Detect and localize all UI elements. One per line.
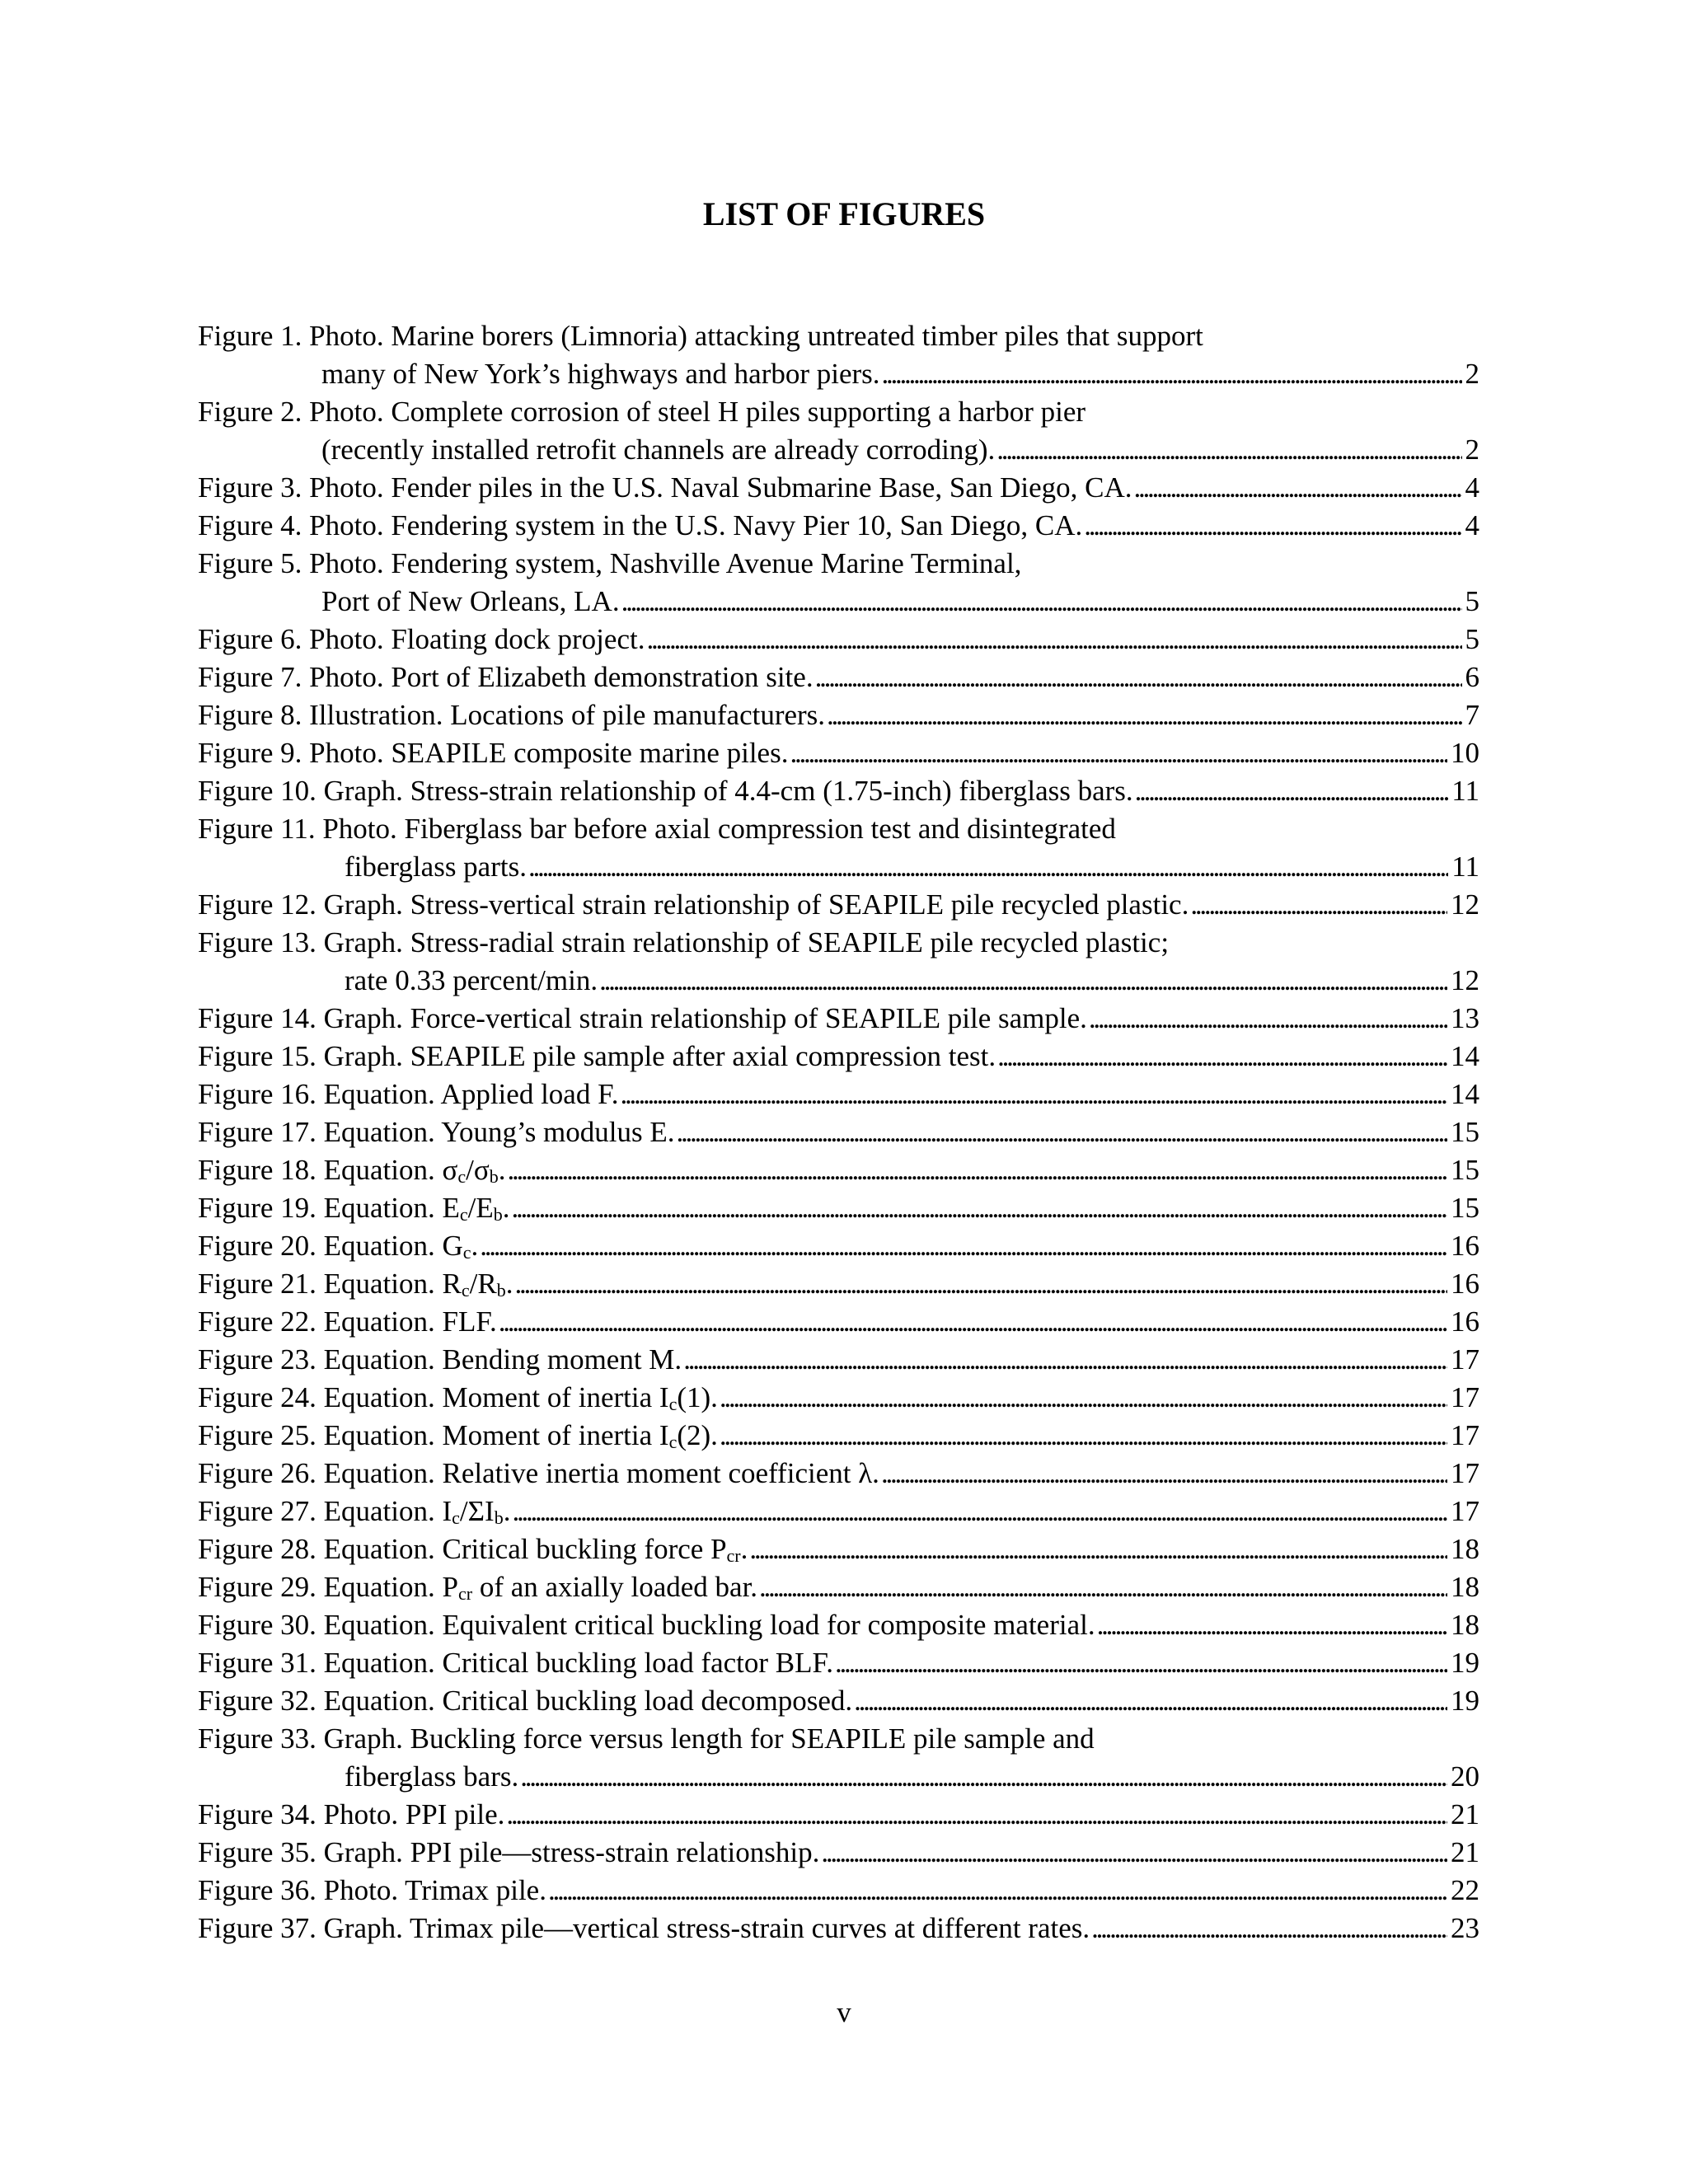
figure-caption: Figure 12. Graph. Stress-vertical strain relationship of SEAPILE pile recycled plastic. bbox=[198, 888, 1189, 921]
entry-text bbox=[198, 1151, 505, 1189]
figure-caption: Figure 9. Photo. SEAPILE composite marine piles. bbox=[198, 737, 789, 769]
entry-text bbox=[198, 1644, 833, 1682]
page-ref: 16 bbox=[1451, 1230, 1479, 1262]
entry-line bbox=[198, 1606, 1479, 1644]
figure-caption: Figure 8. Illustration. Locations of pile manufacturers. bbox=[198, 699, 826, 731]
figure-caption: Figure 1. Photo. Marine borers (Limnoria) attacking untreated timber piles that support bbox=[198, 320, 1203, 352]
entry-line bbox=[198, 1530, 1479, 1568]
figure-caption-part: of an axially loaded bar. bbox=[472, 1571, 758, 1603]
figure-entry bbox=[198, 1493, 1479, 1530]
entry-text bbox=[198, 1910, 1090, 1947]
figure-caption: Figure 11. Photo. Fiberglass bar before axial compression test and disintegrated bbox=[198, 813, 1116, 845]
entry-text bbox=[198, 545, 1021, 583]
page-ref: 20 bbox=[1451, 1760, 1479, 1793]
entry-line bbox=[198, 1644, 1479, 1682]
entry-line bbox=[198, 1682, 1479, 1720]
page-ref: 11 bbox=[1451, 851, 1479, 883]
figure-caption: Figure 22. Equation. FLF. bbox=[198, 1305, 497, 1338]
page-ref: 12 bbox=[1451, 888, 1479, 921]
entry-text bbox=[198, 1303, 497, 1341]
figure-caption: Figure 37. Graph. Trimax pile—vertical stress-strain curves at different rates. bbox=[198, 1912, 1090, 1944]
dot-leader bbox=[621, 583, 1462, 621]
dot-leader bbox=[720, 1379, 1447, 1417]
entry-line bbox=[198, 848, 1479, 886]
figure-caption: Figure 6. Photo. Floating dock project. bbox=[198, 623, 645, 655]
figure-caption: Figure 21. Equation. R bbox=[198, 1268, 462, 1300]
figure-caption: Figure 4. Photo. Fendering system in the U.S. Navy Pier 10, San Diego, CA. bbox=[198, 509, 1083, 541]
subscript: b bbox=[496, 1280, 506, 1301]
entry-line bbox=[198, 1417, 1479, 1455]
dot-leader bbox=[506, 1796, 1447, 1834]
entry-line bbox=[198, 1227, 1479, 1265]
dot-leader bbox=[821, 1834, 1447, 1872]
page-ref: 10 bbox=[1451, 737, 1479, 769]
figure-entry bbox=[198, 1038, 1479, 1076]
dot-leader bbox=[1190, 886, 1447, 924]
entry-text bbox=[198, 1872, 546, 1910]
figure-caption: Figure 35. Graph. PPI pile—stress-strain relationship. bbox=[198, 1836, 820, 1868]
dot-leader bbox=[881, 1455, 1447, 1493]
figure-entry bbox=[198, 1151, 1479, 1189]
dot-leader bbox=[677, 1113, 1447, 1151]
entry-line bbox=[198, 1493, 1479, 1530]
entry-text bbox=[198, 1265, 513, 1303]
figure-caption-continued: fiberglass parts. bbox=[345, 851, 527, 883]
dot-leader bbox=[548, 1872, 1447, 1910]
page-ref: 6 bbox=[1465, 661, 1479, 693]
figure-caption: Figure 33. Graph. Buckling force versus length for SEAPILE pile sample and bbox=[198, 1722, 1095, 1755]
dot-leader bbox=[996, 431, 1461, 469]
entry-line bbox=[198, 431, 1479, 469]
page-ref: 17 bbox=[1451, 1495, 1479, 1527]
figure-entry bbox=[198, 1682, 1479, 1720]
page-ref: 21 bbox=[1451, 1836, 1479, 1868]
entry-line bbox=[198, 545, 1479, 583]
entry-line bbox=[198, 1834, 1479, 1872]
entry-text bbox=[198, 772, 1133, 810]
figure-caption: Figure 16. Equation. Applied load F. bbox=[198, 1078, 619, 1110]
entry-line bbox=[198, 1265, 1479, 1303]
subscript: c bbox=[457, 1166, 467, 1187]
figure-caption: Figure 23. Equation. Bending moment M. bbox=[198, 1343, 682, 1376]
subscript: c bbox=[459, 1204, 468, 1225]
figure-caption-part: . bbox=[505, 1268, 513, 1300]
entry-text bbox=[198, 1000, 1087, 1038]
entry-text bbox=[198, 1682, 852, 1720]
entry-text bbox=[198, 1720, 1095, 1758]
subscript: c bbox=[668, 1394, 678, 1414]
figure-caption-continued: rate 0.33 percent/min. bbox=[345, 964, 598, 996]
entry-line bbox=[198, 886, 1479, 924]
entry-line bbox=[198, 507, 1479, 545]
figure-caption-part: . bbox=[740, 1533, 748, 1565]
entry-line bbox=[198, 1379, 1479, 1417]
figure-caption: Figure 10. Graph. Stress-strain relationship of 4.4-cm (1.75-inch) fiberglass bars. bbox=[198, 775, 1133, 807]
page-ref: 17 bbox=[1451, 1381, 1479, 1413]
page-ref: 17 bbox=[1451, 1457, 1479, 1489]
entry-text bbox=[198, 1113, 675, 1151]
figure-entry bbox=[198, 1341, 1479, 1379]
figure-entry bbox=[198, 1568, 1479, 1606]
figure-caption: Figure 32. Equation. Critical buckling load decomposed. bbox=[198, 1685, 853, 1717]
entry-text bbox=[198, 1341, 682, 1379]
page-ref: 18 bbox=[1451, 1533, 1479, 1565]
entry-text bbox=[198, 1796, 504, 1834]
entry-line bbox=[198, 1189, 1479, 1227]
figure-entry bbox=[198, 772, 1479, 810]
dot-leader bbox=[882, 355, 1462, 393]
page-ref: 15 bbox=[1451, 1192, 1479, 1224]
figure-caption: Figure 29. Equation. P bbox=[198, 1571, 458, 1603]
entry-line bbox=[198, 1758, 1479, 1796]
dot-leader bbox=[815, 658, 1462, 696]
entry-line bbox=[198, 924, 1479, 962]
figure-caption-continued: fiberglass bars. bbox=[345, 1760, 519, 1793]
dot-leader bbox=[1084, 507, 1461, 545]
figure-list bbox=[198, 317, 1479, 1947]
figure-entry bbox=[198, 1455, 1479, 1493]
dot-leader bbox=[1091, 1910, 1447, 1947]
figure-entry bbox=[198, 1606, 1479, 1644]
page-ref: 13 bbox=[1451, 1002, 1479, 1034]
page-ref: 4 bbox=[1465, 509, 1479, 541]
figure-caption-part: . bbox=[498, 1154, 506, 1186]
entry-text bbox=[198, 507, 1082, 545]
subscript: c bbox=[668, 1432, 678, 1452]
page-ref: 18 bbox=[1451, 1571, 1479, 1603]
page-ref: 4 bbox=[1465, 471, 1479, 504]
figure-entry bbox=[198, 545, 1479, 621]
dot-leader bbox=[1089, 1000, 1447, 1038]
subscript: b bbox=[489, 1166, 499, 1187]
figure-entry bbox=[198, 658, 1479, 696]
entry-line bbox=[198, 962, 1479, 1000]
dot-leader bbox=[512, 1189, 1448, 1227]
subscript: c bbox=[461, 1280, 470, 1301]
entry-text bbox=[198, 1568, 757, 1606]
dot-leader bbox=[621, 1076, 1448, 1113]
figure-entry bbox=[198, 1530, 1479, 1568]
figure-caption: Figure 36. Photo. Trimax pile. bbox=[198, 1874, 546, 1906]
entry-line bbox=[198, 355, 1479, 393]
entry-line bbox=[198, 1038, 1479, 1076]
page-ref: 14 bbox=[1451, 1040, 1479, 1072]
page-title: LIST OF FIGURES bbox=[702, 195, 986, 232]
entry-text bbox=[198, 886, 1189, 924]
entry-text bbox=[198, 621, 645, 658]
page-ref: 18 bbox=[1451, 1609, 1479, 1641]
dot-leader bbox=[835, 1644, 1447, 1682]
figure-entry bbox=[198, 1644, 1479, 1682]
figure-entry bbox=[198, 1872, 1479, 1910]
figure-caption: Figure 24. Equation. Moment of inertia I bbox=[198, 1381, 669, 1413]
entry-line bbox=[198, 810, 1479, 848]
figure-entry bbox=[198, 924, 1479, 1000]
entry-line bbox=[198, 1113, 1479, 1151]
dot-leader bbox=[528, 848, 1448, 886]
page-ref: 11 bbox=[1451, 775, 1479, 807]
dot-leader bbox=[749, 1530, 1447, 1568]
figure-caption-part: /ΣI bbox=[459, 1495, 495, 1527]
entry-text bbox=[198, 1417, 718, 1455]
figure-caption: Figure 5. Photo. Fendering system, Nashville Avenue Marine Terminal, bbox=[198, 547, 1022, 579]
entry-text bbox=[198, 1227, 478, 1265]
dot-leader bbox=[854, 1682, 1447, 1720]
figure-caption: Figure 17. Equation. Young’s modulus E. bbox=[198, 1116, 675, 1148]
dot-leader bbox=[683, 1341, 1447, 1379]
figure-entry bbox=[198, 810, 1479, 886]
figure-entry bbox=[198, 1910, 1479, 1947]
figure-entry bbox=[198, 1379, 1479, 1417]
dot-leader bbox=[514, 1265, 1447, 1303]
page-ref: 7 bbox=[1465, 699, 1479, 731]
entry-line bbox=[198, 658, 1479, 696]
dot-leader bbox=[1097, 1606, 1447, 1644]
figure-entry bbox=[198, 1076, 1479, 1113]
entry-line bbox=[198, 696, 1479, 734]
figure-caption-continued: (recently installed retrofit channels are already corroding). bbox=[321, 434, 996, 466]
page-ref: 21 bbox=[1451, 1798, 1479, 1830]
figure-caption: Figure 7. Photo. Port of Elizabeth demonstration site. bbox=[198, 661, 814, 693]
figure-entry bbox=[198, 621, 1479, 658]
entry-line bbox=[198, 1076, 1479, 1113]
figure-caption: Figure 30. Equation. Equivalent critical buckling load for composite material. bbox=[198, 1609, 1095, 1641]
dot-leader bbox=[499, 1303, 1447, 1341]
figure-caption-part: /E bbox=[467, 1192, 494, 1224]
entry-line bbox=[198, 1000, 1479, 1038]
figure-entry bbox=[198, 317, 1479, 393]
page-ref: 22 bbox=[1451, 1874, 1479, 1906]
figure-caption: Figure 34. Photo. PPI pile. bbox=[198, 1798, 505, 1830]
figure-caption-part: /R bbox=[469, 1268, 497, 1300]
dot-leader bbox=[827, 696, 1461, 734]
dot-leader bbox=[997, 1038, 1447, 1076]
figure-caption-part: /σ bbox=[466, 1154, 490, 1186]
page-ref: 14 bbox=[1451, 1078, 1479, 1110]
figure-entry bbox=[198, 1000, 1479, 1038]
figure-caption: Figure 31. Equation. Critical buckling load factor BLF. bbox=[198, 1647, 833, 1679]
entry-line bbox=[198, 1872, 1479, 1910]
subscript: cr bbox=[726, 1545, 741, 1566]
figure-entry bbox=[198, 1303, 1479, 1341]
dot-leader bbox=[720, 1417, 1447, 1455]
figure-entry bbox=[198, 696, 1479, 734]
entry-text bbox=[198, 810, 1116, 848]
dot-leader bbox=[759, 1568, 1447, 1606]
page-ref: 2 bbox=[1465, 358, 1479, 390]
entry-line bbox=[198, 1303, 1479, 1341]
figure-caption: Figure 19. Equation. E bbox=[198, 1192, 460, 1224]
figure-caption-part: . bbox=[503, 1495, 511, 1527]
entry-line bbox=[198, 1720, 1479, 1758]
dot-leader bbox=[790, 734, 1447, 772]
figure-entry bbox=[198, 886, 1479, 924]
figure-entry bbox=[198, 1720, 1479, 1796]
figure-caption: Figure 27. Equation. I bbox=[198, 1495, 452, 1527]
figure-caption-part: (1). bbox=[677, 1381, 718, 1413]
page-ref: 12 bbox=[1451, 964, 1479, 996]
page-ref: 16 bbox=[1451, 1305, 1479, 1338]
entry-line bbox=[198, 1568, 1479, 1606]
entry-line bbox=[198, 1910, 1479, 1947]
entry-line bbox=[198, 469, 1479, 507]
dot-leader bbox=[520, 1758, 1447, 1796]
figure-caption: Figure 28. Equation. Critical buckling force P bbox=[198, 1533, 727, 1565]
figure-caption-part: (2). bbox=[677, 1419, 718, 1451]
page-ref: 16 bbox=[1451, 1268, 1479, 1300]
subscript: cr bbox=[457, 1583, 473, 1604]
page-ref: 15 bbox=[1451, 1116, 1479, 1148]
figure-caption-part: . bbox=[471, 1230, 479, 1262]
page-ref: 19 bbox=[1451, 1685, 1479, 1717]
entry-text bbox=[198, 734, 788, 772]
figure-caption: Figure 18. Equation. σ bbox=[198, 1154, 458, 1186]
page-number: v bbox=[837, 1996, 851, 2028]
figure-entry bbox=[198, 1113, 1479, 1151]
entry-text bbox=[198, 317, 1203, 355]
entry-text bbox=[198, 469, 1132, 507]
entry-text bbox=[198, 1379, 718, 1417]
figure-entry bbox=[198, 1265, 1479, 1303]
entry-text bbox=[198, 924, 1169, 962]
entry-text bbox=[198, 1455, 879, 1493]
figure-caption: Figure 13. Graph. Stress-radial strain relationship of SEAPILE pile recycled plastic; bbox=[198, 926, 1170, 958]
entry-text bbox=[198, 1189, 510, 1227]
entry-text bbox=[198, 658, 814, 696]
entry-text bbox=[198, 1038, 996, 1076]
figure-caption-continued: Port of New Orleans, LA. bbox=[321, 585, 620, 617]
page-ref: 23 bbox=[1451, 1912, 1479, 1944]
page-ref: 15 bbox=[1451, 1154, 1479, 1186]
subscript: c bbox=[452, 1507, 460, 1528]
page-ref: 5 bbox=[1465, 585, 1479, 617]
figure-entry bbox=[198, 469, 1479, 507]
figure-caption-part: . bbox=[502, 1192, 510, 1224]
dot-leader bbox=[599, 962, 1447, 1000]
figure-entry bbox=[198, 1189, 1479, 1227]
entry-line bbox=[198, 734, 1479, 772]
subscript: c bbox=[462, 1242, 471, 1263]
entry-line bbox=[198, 317, 1479, 355]
figure-caption: Figure 2. Photo. Complete corrosion of steel H piles supporting a harbor pier bbox=[198, 396, 1086, 428]
entry-line bbox=[198, 1796, 1479, 1834]
entry-line bbox=[198, 772, 1479, 810]
entry-text bbox=[198, 1834, 819, 1872]
page-ref: 2 bbox=[1465, 434, 1479, 466]
figure-entry bbox=[198, 1417, 1479, 1455]
subscript: b bbox=[494, 1507, 504, 1528]
figure-entry bbox=[198, 1834, 1479, 1872]
entry-text bbox=[198, 1606, 1095, 1644]
dot-leader bbox=[480, 1227, 1447, 1265]
dot-leader bbox=[507, 1151, 1447, 1189]
figure-entry bbox=[198, 507, 1479, 545]
entry-text bbox=[198, 1493, 510, 1530]
dot-leader bbox=[646, 621, 1461, 658]
entry-text bbox=[198, 393, 1085, 431]
figure-caption: Figure 15. Graph. SEAPILE pile sample after axial compression test. bbox=[198, 1040, 996, 1072]
entry-line bbox=[198, 621, 1479, 658]
page-ref: 17 bbox=[1451, 1419, 1479, 1451]
entry-line bbox=[198, 1455, 1479, 1493]
figure-caption: Figure 25. Equation. Moment of inertia I bbox=[198, 1419, 669, 1451]
page-ref: 17 bbox=[1451, 1343, 1479, 1376]
figure-entry bbox=[198, 393, 1479, 469]
figure-entry bbox=[198, 1227, 1479, 1265]
entry-text bbox=[198, 696, 825, 734]
figure-caption-continued: many of New York’s highways and harbor piers. bbox=[321, 358, 880, 390]
entry-line bbox=[198, 1151, 1479, 1189]
subscript: b bbox=[493, 1204, 503, 1225]
entry-text bbox=[198, 1530, 748, 1568]
dot-leader bbox=[512, 1493, 1447, 1530]
page-ref: 5 bbox=[1465, 623, 1479, 655]
entry-line bbox=[198, 393, 1479, 431]
figure-caption: Figure 14. Graph. Force-vertical strain relationship of SEAPILE pile sample. bbox=[198, 1002, 1087, 1034]
figure-caption: Figure 26. Equation. Relative inertia moment coefficient λ. bbox=[198, 1457, 879, 1489]
figure-caption: Figure 3. Photo. Fender piles in the U.S. Naval Submarine Base, San Diego, CA. bbox=[198, 471, 1132, 504]
dot-leader bbox=[1133, 469, 1461, 507]
figure-caption: Figure 20. Equation. G bbox=[198, 1230, 463, 1262]
entry-text bbox=[198, 1076, 619, 1113]
entry-line bbox=[198, 583, 1479, 621]
page-ref: 19 bbox=[1451, 1647, 1479, 1679]
figure-entry bbox=[198, 734, 1479, 772]
entry-line bbox=[198, 1341, 1479, 1379]
figure-entry bbox=[198, 1796, 1479, 1834]
dot-leader bbox=[1135, 772, 1449, 810]
